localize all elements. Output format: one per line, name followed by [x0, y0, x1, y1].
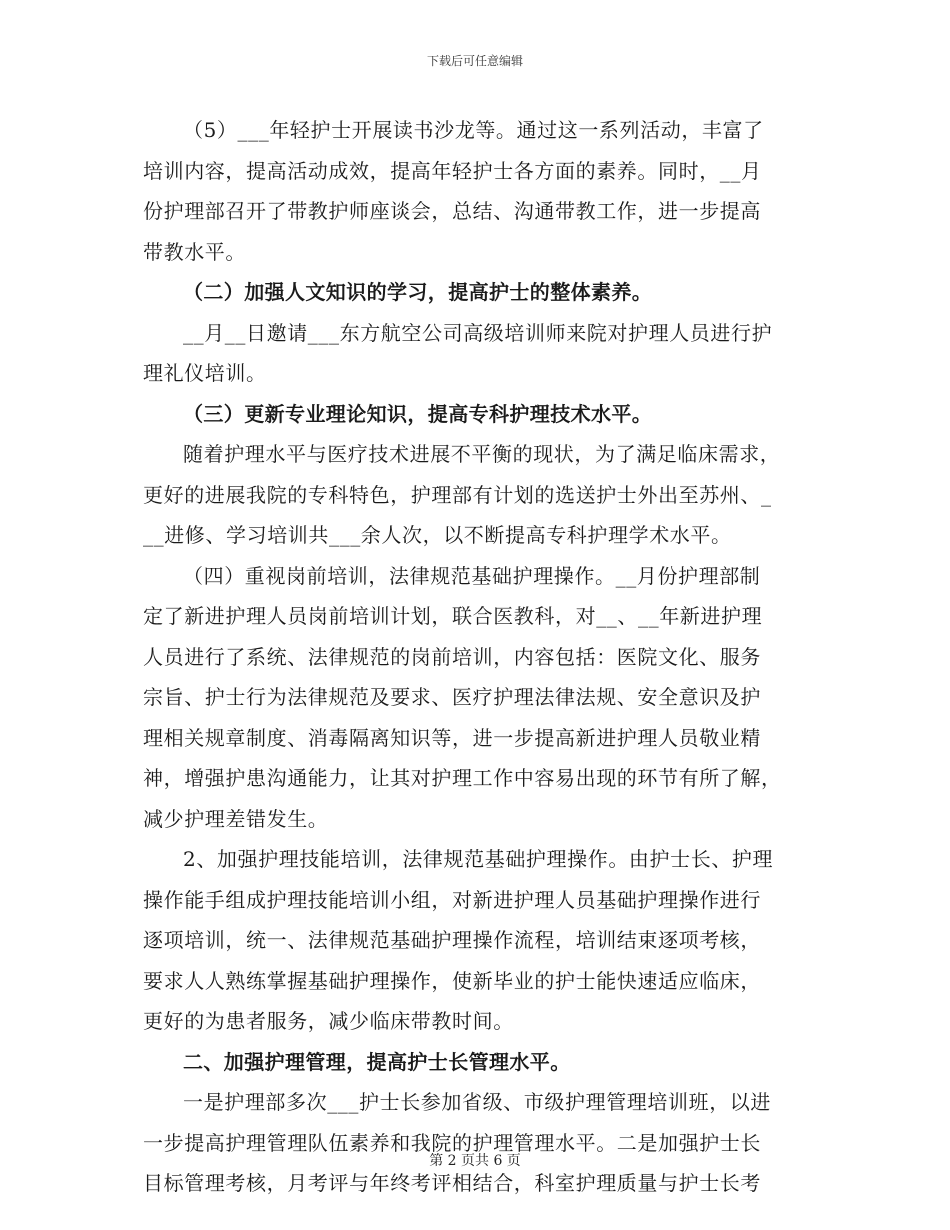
- paragraph-line: 减少护理差错发生。: [143, 806, 329, 831]
- paragraph-line: 一步提高护理管理队伍素养和我院的护理管理水平。二是加强护士长: [143, 1130, 761, 1155]
- paragraph-line: 带教水平。: [143, 239, 246, 264]
- paragraph-line: 要求人人熟练掌握基础护理操作，使新毕业的护士能快速适应临床，: [143, 968, 761, 993]
- paragraph-line: 随着护理水平与医疗技术进展不平衡的现状，为了满足临床需求，: [183, 442, 781, 466]
- page-header: 下载后可任意编辑: [426, 54, 523, 68]
- paragraph-line: 更好的进展我院的专科特色，护理部有计划的选送护士外出至苏州、_: [143, 482, 772, 507]
- paragraph-line: 更好的为患者服务，减少临床带教时间。: [143, 1009, 514, 1033]
- paragraph-line: __月__日邀请___东方航空公司高级培训师来院对护理人员进行护: [183, 320, 773, 345]
- paragraph-line: 一是护理部多次___护士长参加省级、市级护理管理培训班，以进: [183, 1090, 771, 1114]
- paragraph-line: 操作能手组成护理技能培训小组，对新进护理人员基础护理操作进行: [143, 887, 761, 912]
- paragraph-line: 理礼仪培训。: [143, 361, 267, 385]
- paragraph-line: （四）重视岗前培训，法律规范基础护理操作。__月份护理部制: [183, 563, 761, 588]
- page-number: 第 2 页共 6 页: [429, 1153, 521, 1169]
- paragraph-line: 神，增强护患沟通能力，让其对护理工作中容易出现的环节有所了解，: [143, 766, 782, 790]
- section-heading-line: （二）加强人文知识的学习，提高护士的整体素养。: [183, 280, 653, 304]
- paragraph-line: 人员进行了系统、法律规范的岗前培训，内容包括：医院文化、服务: [143, 644, 761, 669]
- paragraph-line: 宗旨、护士行为法律规范及要求、医疗护理法律法规、安全意识及护: [143, 685, 761, 709]
- paragraph-line: 目标管理考核，月考评与年终考评相结合，科室护理质量与护士长考: [143, 1171, 761, 1195]
- paragraph-line: 2、加强护理技能培训，法律规范基础护理操作。由护士长、护理: [183, 847, 774, 871]
- paragraph-line: __进修、学习培训共___余人次，以不断提高专科护理学术水平。: [143, 523, 732, 547]
- paragraph-line: 理相关规章制度、消毒隔离知识等，进一步提高新进护理人员敬业精: [143, 725, 761, 750]
- document-body: [143, 110, 807, 1204]
- paragraph-line: 定了新进护理人员岗前培训计划，联合医教科，对__、__年新进护理: [143, 604, 763, 628]
- paragraph-line: （5）___年轻护士开展读书沙龙等。通过这一系列活动，丰富了: [183, 118, 764, 142]
- paragraph-line: 份护理部召开了带教护师座谈会，总结、沟通带教工作，进一步提高: [143, 199, 761, 223]
- paragraph-line: 逐项培训，统一、法律规范基础护理操作流程，培训结束逐项考核，: [143, 928, 761, 952]
- section-heading-line: （三）更新专业理论知识，提高专科护理技术水平。: [183, 401, 653, 426]
- paragraph-line: 培训内容，提高活动成效，提高年轻护士各方面的素养。同时，__月: [143, 158, 762, 183]
- section-heading-line: 二、加强护理管理，提高护士长管理水平。: [183, 1049, 571, 1074]
